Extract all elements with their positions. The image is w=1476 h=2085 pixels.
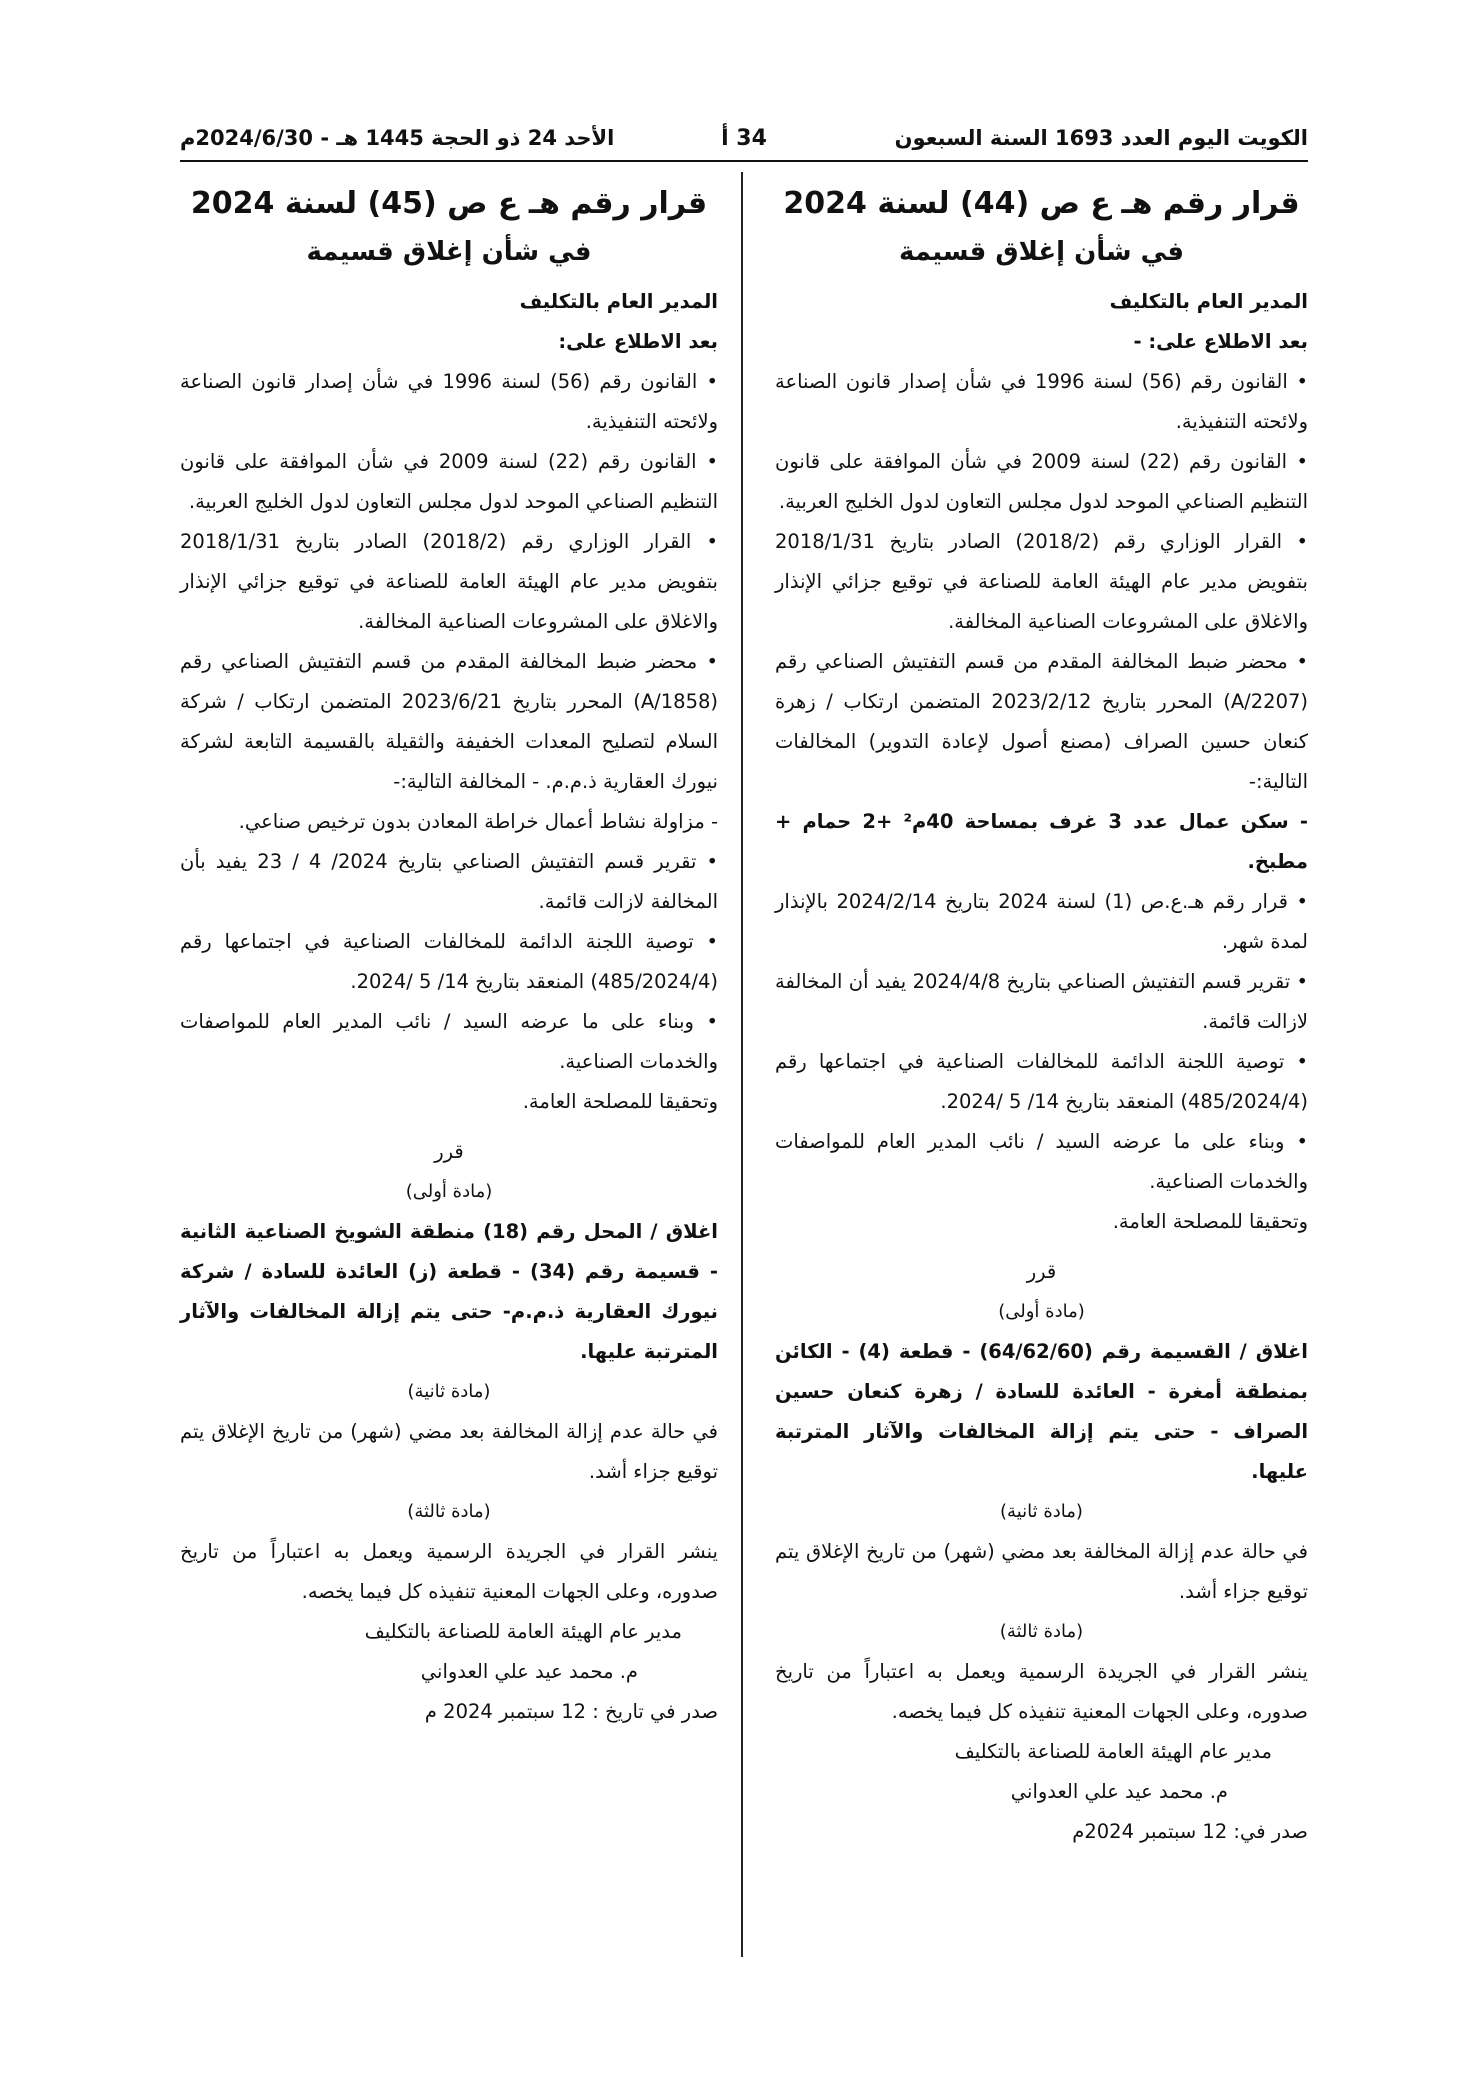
decided-heading: قرر: [434, 1140, 464, 1163]
article-heading: (مادة ثانية): [407, 1381, 491, 1402]
signature-title: مدير عام الهيئة العامة للصناعة بالتكليف: [954, 1740, 1272, 1763]
article-text: في حالة عدم إزالة المخالفة بعد مضي (شهر) من تاريخ الإغلاق يتم توقيع جزاء أشد.: [180, 1420, 718, 1483]
decision-title: قرار رقم هـ ع ص (45) لسنة 2024: [190, 186, 708, 221]
issue-date: صدر في تاريخ : 12 سبتمبر 2024 م: [424, 1700, 718, 1723]
preamble-item: • القرار الوزاري رقم (2018/2) الصادر بتاريخ 2018/1/31 بتفويض مدير عام الهيئة العامة للصناعة في توقيع جزائي الإنذار والاغلاق على المشروعات الصناعية المخالفة.: [775, 530, 1308, 633]
decision-subtitle: في شأن إغلاق قسيمة: [899, 237, 1184, 267]
signature-title: مدير عام الهيئة العامة للصناعة بالتكليف: [364, 1620, 682, 1643]
preamble-item: • القانون رقم (22) لسنة 2009 في شأن الموافقة على قانون التنظيم الصناعي الموحد لدول مجلس التعاون لدول الخليج العربية.: [775, 450, 1308, 513]
preamble-item: • القانون رقم (56) لسنة 1996 في شأن إصدار قانون الصناعة ولائحته التنفيذية.: [775, 370, 1308, 433]
column-divider: [741, 172, 743, 1957]
article-heading: (مادة ثالثة): [999, 1621, 1084, 1642]
preamble-line: المدير العام بالتكليف: [519, 290, 718, 313]
article-heading: (مادة ثانية): [1000, 1501, 1083, 1522]
preamble-item: • وبناء على ما عرضه السيد / نائب المدير العام للمواصفات والخدمات الصناعية.: [775, 1130, 1308, 1193]
decided-heading: قرر: [1026, 1260, 1057, 1283]
signature-name: م. محمد عيد علي العدواني: [1010, 1780, 1228, 1803]
preamble-item: - مزاولة نشاط أعمال خراطة المعادن بدون ترخيص صناعي.: [238, 810, 718, 833]
article-text: ينشر القرار في الجريدة الرسمية ويعمل به اعتباراً من تاريخ صدوره، وعلى الجهات المعنية تنفيذه كل فيما يخصه.: [775, 1660, 1308, 1723]
preamble-item: • قرار رقم هـ.ع.ص (1) لسنة 2024 بتاريخ 2024/2/14 بالإنذار لمدة شهر.: [775, 890, 1308, 953]
article-text: اغلاق / القسيمة رقم (64/62/60) - قطعة (4) - الكائن بمنطقة أمغرة - العائدة للسادة / زهرة كنعان حسين الصراف - حتى يتم إزالة المخالفات والآثار المترتبة عليها.: [775, 1340, 1308, 1483]
preamble-line: وتحقيقا للمصلحة العامة.: [1112, 1210, 1308, 1233]
preamble-item: • القانون رقم (22) لسنة 2009 في شأن الموافقة على قانون التنظيم الصناعي الموحد لدول مجلس التعاون لدول الخليج العربية.: [180, 450, 718, 513]
article-text: ينشر القرار في الجريدة الرسمية ويعمل به اعتباراً من تاريخ صدوره، وعلى الجهات المعنية تنفيذه كل فيما يخصه.: [180, 1540, 718, 1603]
article-text: في حالة عدم إزالة المخالفة بعد مضي (شهر) من تاريخ الإغلاق يتم توقيع جزاء أشد.: [775, 1540, 1308, 1603]
preamble-item: • وبناء على ما عرضه السيد / نائب المدير العام للمواصفات والخدمات الصناعية.: [180, 1010, 718, 1073]
preamble-item: • تقرير قسم التفتيش الصناعي بتاريخ 2024/ 4 / 23 يفيد بأن المخالفة لازالت قائمة.: [180, 850, 719, 913]
header-date: الأحد 24 ذو الحجة 1445 هـ - 2024/6/30م: [180, 126, 615, 150]
decision-45-column: [180, 180, 718, 1732]
decision-subtitle: في شأن إغلاق قسيمة: [306, 237, 592, 267]
article-heading: (مادة أولى): [998, 1301, 1085, 1322]
preamble-item: • محضر ضبط المخالفة المقدم من قسم التفتيش الصناعي رقم (A/1858) المحرر بتاريخ 2023/6/21 المتضمن ارتكاب / شركة السلام لتصليح المعدات الخفيفة والثقيلة بالقسيمة التابعة لشركة نيورك العقارية ذ.م.م. - المخالفة التالية:-: [180, 650, 718, 793]
signature-name: م. محمد عيد علي العدواني: [420, 1660, 638, 1683]
article-text: اغلاق / المحل رقم (18) منطقة الشويخ الصناعية الثانية - قسيمة رقم (34) - قطعة (ز) العائدة للسادة / شركة نيورك العقارية ذ.م.م- حتى يتم إزالة المخالفات والآثار المترتبة عليها.: [180, 1220, 718, 1363]
preamble-item: • توصية اللجنة الدائمة للمخالفات الصناعية في اجتماعها رقم (485/2024/4) المنعقد بتاريخ 14/ 5 /2024.: [775, 1050, 1308, 1113]
preamble-item: - سكن عمال عدد 3 غرف بمساحة 40م² +2 حمام + مطبخ.: [775, 810, 1308, 873]
preamble-line: بعد الاطلاع على:: [558, 330, 718, 353]
preamble-item: • توصية اللجنة الدائمة للمخالفات الصناعية في اجتماعها رقم (485/2024/4) المنعقد بتاريخ 14/ 5 /2024.: [180, 930, 718, 993]
header-rule: [180, 160, 1308, 162]
preamble-item: • تقرير قسم التفتيش الصناعي بتاريخ 2024/4/8 يفيد أن المخالفة لازالت قائمة.: [775, 970, 1309, 1033]
issue-date: صدر في: 12 سبتمبر 2024م: [1072, 1820, 1308, 1843]
preamble-line: وتحقيقا للمصلحة العامة.: [522, 1090, 718, 1113]
page-header: [180, 118, 1308, 158]
decision-44-column: [775, 180, 1308, 1852]
header-page-number: 34 أ: [721, 125, 767, 151]
article-heading: (مادة ثالثة): [407, 1501, 491, 1522]
preamble-line: المدير العام بالتكليف: [1109, 290, 1308, 313]
preamble-item: • محضر ضبط المخالفة المقدم من قسم التفتيش الصناعي رقم (A/2207) المحرر بتاريخ 2023/2/12 المتضمن ارتكاب / زهرة كنعان حسين الصراف (مصنع أصول لإعادة التدوير) المخالفات التالية:-: [775, 650, 1308, 793]
header-issue: الكويت اليوم العدد 1693 السنة السبعون: [894, 126, 1308, 150]
decision-title: قرار رقم هـ ع ص (44) لسنة 2024: [783, 186, 1300, 221]
preamble-item: • القرار الوزاري رقم (2018/2) الصادر بتاريخ 2018/1/31 بتفويض مدير عام الهيئة العامة للصناعة في توقيع جزائي الإنذار والاغلاق على المشروعات الصناعية المخالفة.: [180, 530, 719, 633]
preamble-line: بعد الاطلاع على: -: [1133, 330, 1308, 353]
preamble-item: • القانون رقم (56) لسنة 1996 في شأن إصدار قانون الصناعة ولائحته التنفيذية.: [180, 370, 718, 433]
article-heading: (مادة أولى): [405, 1181, 493, 1202]
